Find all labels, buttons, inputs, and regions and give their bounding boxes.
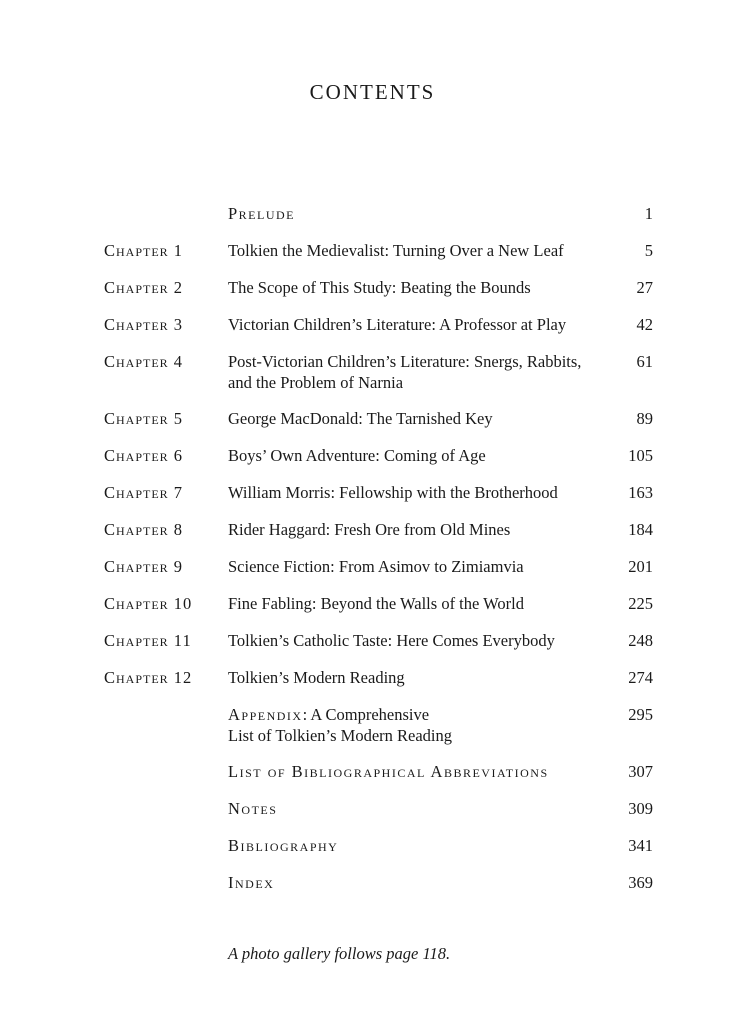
toc-entry-chapter-1 bbox=[0, 240, 745, 262]
entry-title: Science Fiction: From Asimov to Zimiamvia bbox=[228, 557, 524, 576]
page-number: 201 bbox=[628, 557, 653, 576]
entry-title: Notes bbox=[228, 799, 278, 818]
toc-entry-chapter-3 bbox=[0, 314, 745, 336]
page-number: 1 bbox=[644, 204, 653, 223]
entry-title: Prelude bbox=[228, 204, 296, 223]
page-number: 105 bbox=[628, 446, 653, 465]
chapter-label: Chapter 10 bbox=[104, 594, 193, 613]
page-number: 309 bbox=[628, 799, 653, 818]
entry-title bbox=[228, 351, 598, 393]
page-number: 27 bbox=[636, 278, 653, 297]
page-number: 163 bbox=[628, 483, 653, 502]
table-of-contents bbox=[0, 203, 745, 909]
page-number: 341 bbox=[628, 836, 653, 855]
entry-title: Bibliography bbox=[228, 836, 339, 855]
chapter-label: Chapter 7 bbox=[104, 483, 184, 502]
entry-title: Index bbox=[228, 873, 275, 892]
entry-title: Fine Fabling: Beyond the Walls of the World bbox=[228, 594, 525, 613]
entry-title: William Morris: Fellowship with the Brotherhood bbox=[228, 483, 558, 502]
toc-entry-chapter-2 bbox=[0, 277, 745, 299]
toc-entry-notes bbox=[0, 798, 745, 820]
page-title: CONTENTS bbox=[309, 80, 436, 104]
page-number: 274 bbox=[628, 668, 653, 687]
page-number: 369 bbox=[628, 873, 653, 892]
toc-entry-chapter-4 bbox=[0, 351, 745, 393]
toc-entry-chapter-9 bbox=[0, 556, 745, 578]
entry-title-line-1: Post-Victorian Children’s Literature: Snergs, Rabbits, bbox=[228, 352, 582, 371]
entry-title bbox=[228, 704, 598, 746]
toc-entry-index bbox=[0, 872, 745, 894]
entry-title-line-1: : A Comprehensive bbox=[302, 705, 430, 724]
page-number: 307 bbox=[628, 762, 653, 781]
toc-entry-chapter-10 bbox=[0, 593, 745, 615]
chapter-label: Chapter 2 bbox=[104, 278, 184, 297]
entry-title: The Scope of This Study: Beating the Bounds bbox=[228, 278, 531, 297]
entry-title-line-2: List of Tolkien’s Modern Reading bbox=[228, 726, 453, 745]
chapter-label: Chapter 6 bbox=[104, 446, 184, 465]
chapter-label: Chapter 9 bbox=[104, 557, 184, 576]
entry-title: Tolkien the Medievalist: Turning Over a New Leaf bbox=[228, 241, 564, 260]
page-number: 295 bbox=[628, 705, 653, 724]
page-number: 184 bbox=[628, 520, 653, 539]
toc-entry-prelude bbox=[0, 203, 745, 225]
entry-title: Rider Haggard: Fresh Ore from Old Mines bbox=[228, 520, 511, 539]
page-number: 61 bbox=[636, 352, 653, 371]
toc-entry-chapter-5 bbox=[0, 408, 745, 430]
toc-entry-chapter-12 bbox=[0, 667, 745, 689]
page-number: 248 bbox=[628, 631, 653, 650]
entry-title: Victorian Children’s Literature: A Professor at Play bbox=[228, 315, 567, 334]
page-number: 42 bbox=[636, 315, 653, 334]
entry-title: Boys’ Own Adventure: Coming of Age bbox=[228, 446, 486, 465]
chapter-label: Chapter 5 bbox=[104, 409, 184, 428]
appendix-label: Appendix bbox=[228, 705, 303, 724]
toc-entry-chapter-6 bbox=[0, 445, 745, 467]
entry-title: Tolkien’s Modern Reading bbox=[228, 668, 405, 687]
toc-entry-appendix bbox=[0, 704, 745, 746]
toc-entry-chapter-8 bbox=[0, 519, 745, 541]
toc-entry-chapter-11 bbox=[0, 630, 745, 652]
chapter-label: Chapter 1 bbox=[104, 241, 184, 260]
entry-title: Tolkien’s Catholic Taste: Here Comes Everybody bbox=[228, 631, 555, 650]
entry-title-line-2: and the Problem of Narnia bbox=[228, 373, 404, 392]
chapter-label: Chapter 8 bbox=[104, 520, 184, 539]
page-number: 89 bbox=[636, 409, 653, 428]
page-number: 225 bbox=[628, 594, 653, 613]
toc-entry-chapter-7 bbox=[0, 482, 745, 504]
chapter-label: Chapter 12 bbox=[104, 668, 193, 687]
toc-entry-bibliography bbox=[0, 835, 745, 857]
chapter-label: Chapter 3 bbox=[104, 315, 184, 334]
toc-entry-abbreviations bbox=[0, 761, 745, 783]
chapter-label: Chapter 4 bbox=[104, 352, 184, 371]
page-number: 5 bbox=[644, 241, 653, 260]
chapter-label: Chapter 11 bbox=[104, 631, 192, 650]
gallery-note: A photo gallery follows page 118. bbox=[228, 944, 451, 963]
entry-title: George MacDonald: The Tarnished Key bbox=[228, 409, 493, 428]
entry-title: List of Bibliographical Abbreviations bbox=[228, 762, 549, 781]
